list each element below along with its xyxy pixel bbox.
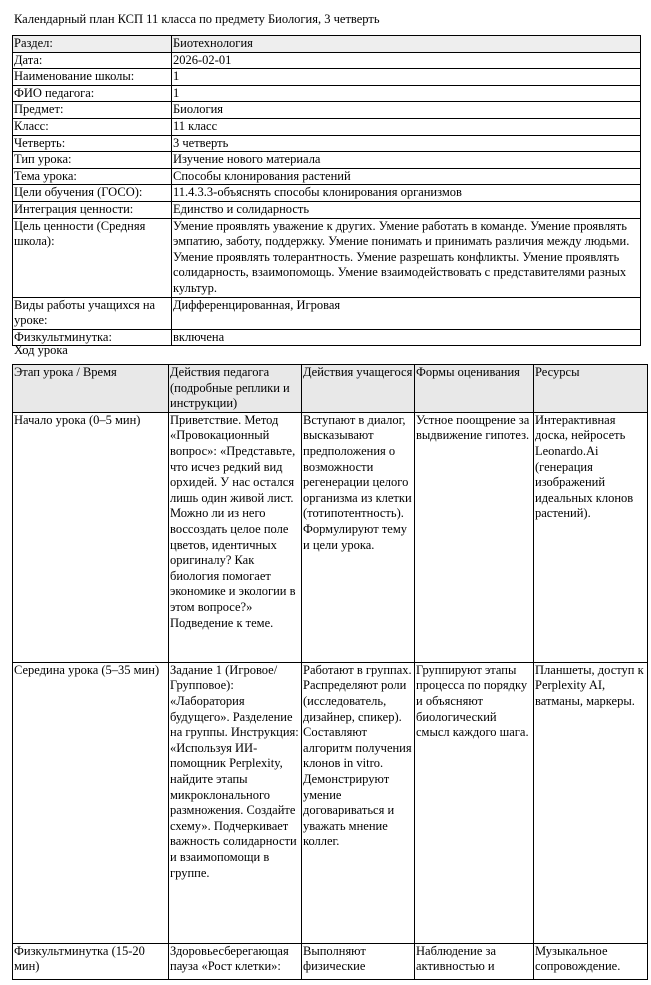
info-label: Четверть: [13, 135, 172, 152]
column-header: Действия педагога (подробные реплики и инструкции) [169, 365, 302, 413]
assessment-cell: Устное поощрение за выдвижение гипотез. [415, 412, 534, 662]
section-heading: Ход урока [14, 343, 68, 357]
student-actions-cell: Вступают в диалог, высказывают предположения о возможности регенерации целого организма из клетки (тотипотентность). Формулируют тему и цели урока. [302, 412, 415, 662]
column-header: Этап урока / Время [13, 365, 169, 413]
stage-cell: Середина урока (5–35 мин) [13, 662, 169, 943]
info-value: Умение проявлять уважение к других. Умение работать в команде. Умение проявлять эмпатию, заботу, поддержку. Умение понимать и принимать различия между людьми. Умение проявлять толерантность. Умение разрешать конфликты. Умение проявлять солидарность, взаимопомощь. Умение взаимодействовать с представителями разных культур. [172, 218, 641, 297]
info-value: Единство и солидарность [172, 201, 641, 218]
column-header: Действия учащегося [302, 365, 415, 413]
table-row [13, 412, 648, 662]
info-row [13, 52, 641, 69]
info-row [13, 85, 641, 102]
assessment-cell: Группируют этапы процесса по порядку и объясняют биологический смысл каждого шага. [415, 662, 534, 943]
info-label: Физкультминутка: [13, 329, 172, 346]
info-label: Интеграция ценности: [13, 201, 172, 218]
info-row [13, 218, 641, 297]
column-header: Формы оценивания [415, 365, 534, 413]
info-value: Биология [172, 102, 641, 119]
document-title: Календарный план КСП 11 класса по предмету Биология, 3 четверть [14, 12, 380, 26]
info-label: Цель ценности (Средняя школа): [13, 218, 172, 297]
info-value: 11 класс [172, 118, 641, 135]
column-header: Ресурсы [534, 365, 648, 413]
resources-cell: Интерактивная доска, нейросеть Leonardo.Ai (генерация изображений идеальных клонов растений). [534, 412, 648, 662]
info-row [13, 185, 641, 202]
lesson-plan-table [12, 364, 648, 980]
info-label: Тип урока: [13, 152, 172, 169]
info-label: Дата: [13, 52, 172, 69]
info-row [13, 168, 641, 185]
info-label: Цели обучения (ГОСО): [13, 185, 172, 202]
info-label: Раздел: [13, 36, 172, 53]
info-value: Биотехнология [172, 36, 641, 53]
info-row [13, 135, 641, 152]
student-actions-cell: Работают в группах. Распределяют роли (исследователь, дизайнер, спикер). Составляют алгоритм получения клонов in vitro. Демонстрируют умение договариваться и уважать мнение коллег. [302, 662, 415, 943]
info-row [13, 297, 641, 329]
lesson-info-table [12, 35, 641, 346]
info-label: ФИО педагога: [13, 85, 172, 102]
info-value: Изучение нового материала [172, 152, 641, 169]
table-header-row [13, 365, 648, 413]
info-row [13, 36, 641, 53]
info-row [13, 201, 641, 218]
teacher-actions-cell: Задание 1 (Игровое/Групповое): «Лаборатория будущего». Разделение на группы. Инструкция: «Используя ИИ-помощник Perplexity, найдите этапы микроклонального размножения. Создайте схему». Подчеркивает важность солидарности и взаимопомощи в группе. [169, 662, 302, 943]
info-row [13, 152, 641, 169]
info-label: Класс: [13, 118, 172, 135]
info-row [13, 69, 641, 86]
student-actions-cell: Выполняют физические [302, 943, 415, 979]
info-value: включена [172, 329, 641, 346]
info-row [13, 118, 641, 135]
info-label: Наименование школы: [13, 69, 172, 86]
teacher-actions-cell: Приветствие. Метод «Провокационный вопрос»: «Представьте, что исчез редкий вид орхидей. У нас остался лишь один живой лист. Можно ли из него воссоздать целое поле цветов, идентичных оригиналу? Как биология помогает экономике и экологии в этом вопросе?» Подведение к теме. [169, 412, 302, 662]
info-value: 11.4.3.3-объяснять способы клонирования организмов [172, 185, 641, 202]
info-label: Предмет: [13, 102, 172, 119]
assessment-cell: Наблюдение за активностью и [415, 943, 534, 979]
resources-cell: Планшеты, доступ к Perplexity AI, ватманы, маркеры. [534, 662, 648, 943]
table-row [13, 662, 648, 943]
stage-cell: Физкультминутка (15-20 мин) [13, 943, 169, 979]
info-value: Способы клонирования растений [172, 168, 641, 185]
stage-cell: Начало урока (0–5 мин) [13, 412, 169, 662]
info-value: Дифференцированная, Игровая [172, 297, 641, 329]
info-value: 1 [172, 85, 641, 102]
resources-cell: Музыкальное сопровождение. [534, 943, 648, 979]
info-label: Тема урока: [13, 168, 172, 185]
info-value: 1 [172, 69, 641, 86]
info-value: 2026-02-01 [172, 52, 641, 69]
info-value: 3 четверть [172, 135, 641, 152]
info-label: Виды работы учащихся на уроке: [13, 297, 172, 329]
teacher-actions-cell: Здоровьесберегающая пауза «Рост клетки»: [169, 943, 302, 979]
info-row [13, 329, 641, 346]
info-row [13, 102, 641, 119]
table-row [13, 943, 648, 979]
